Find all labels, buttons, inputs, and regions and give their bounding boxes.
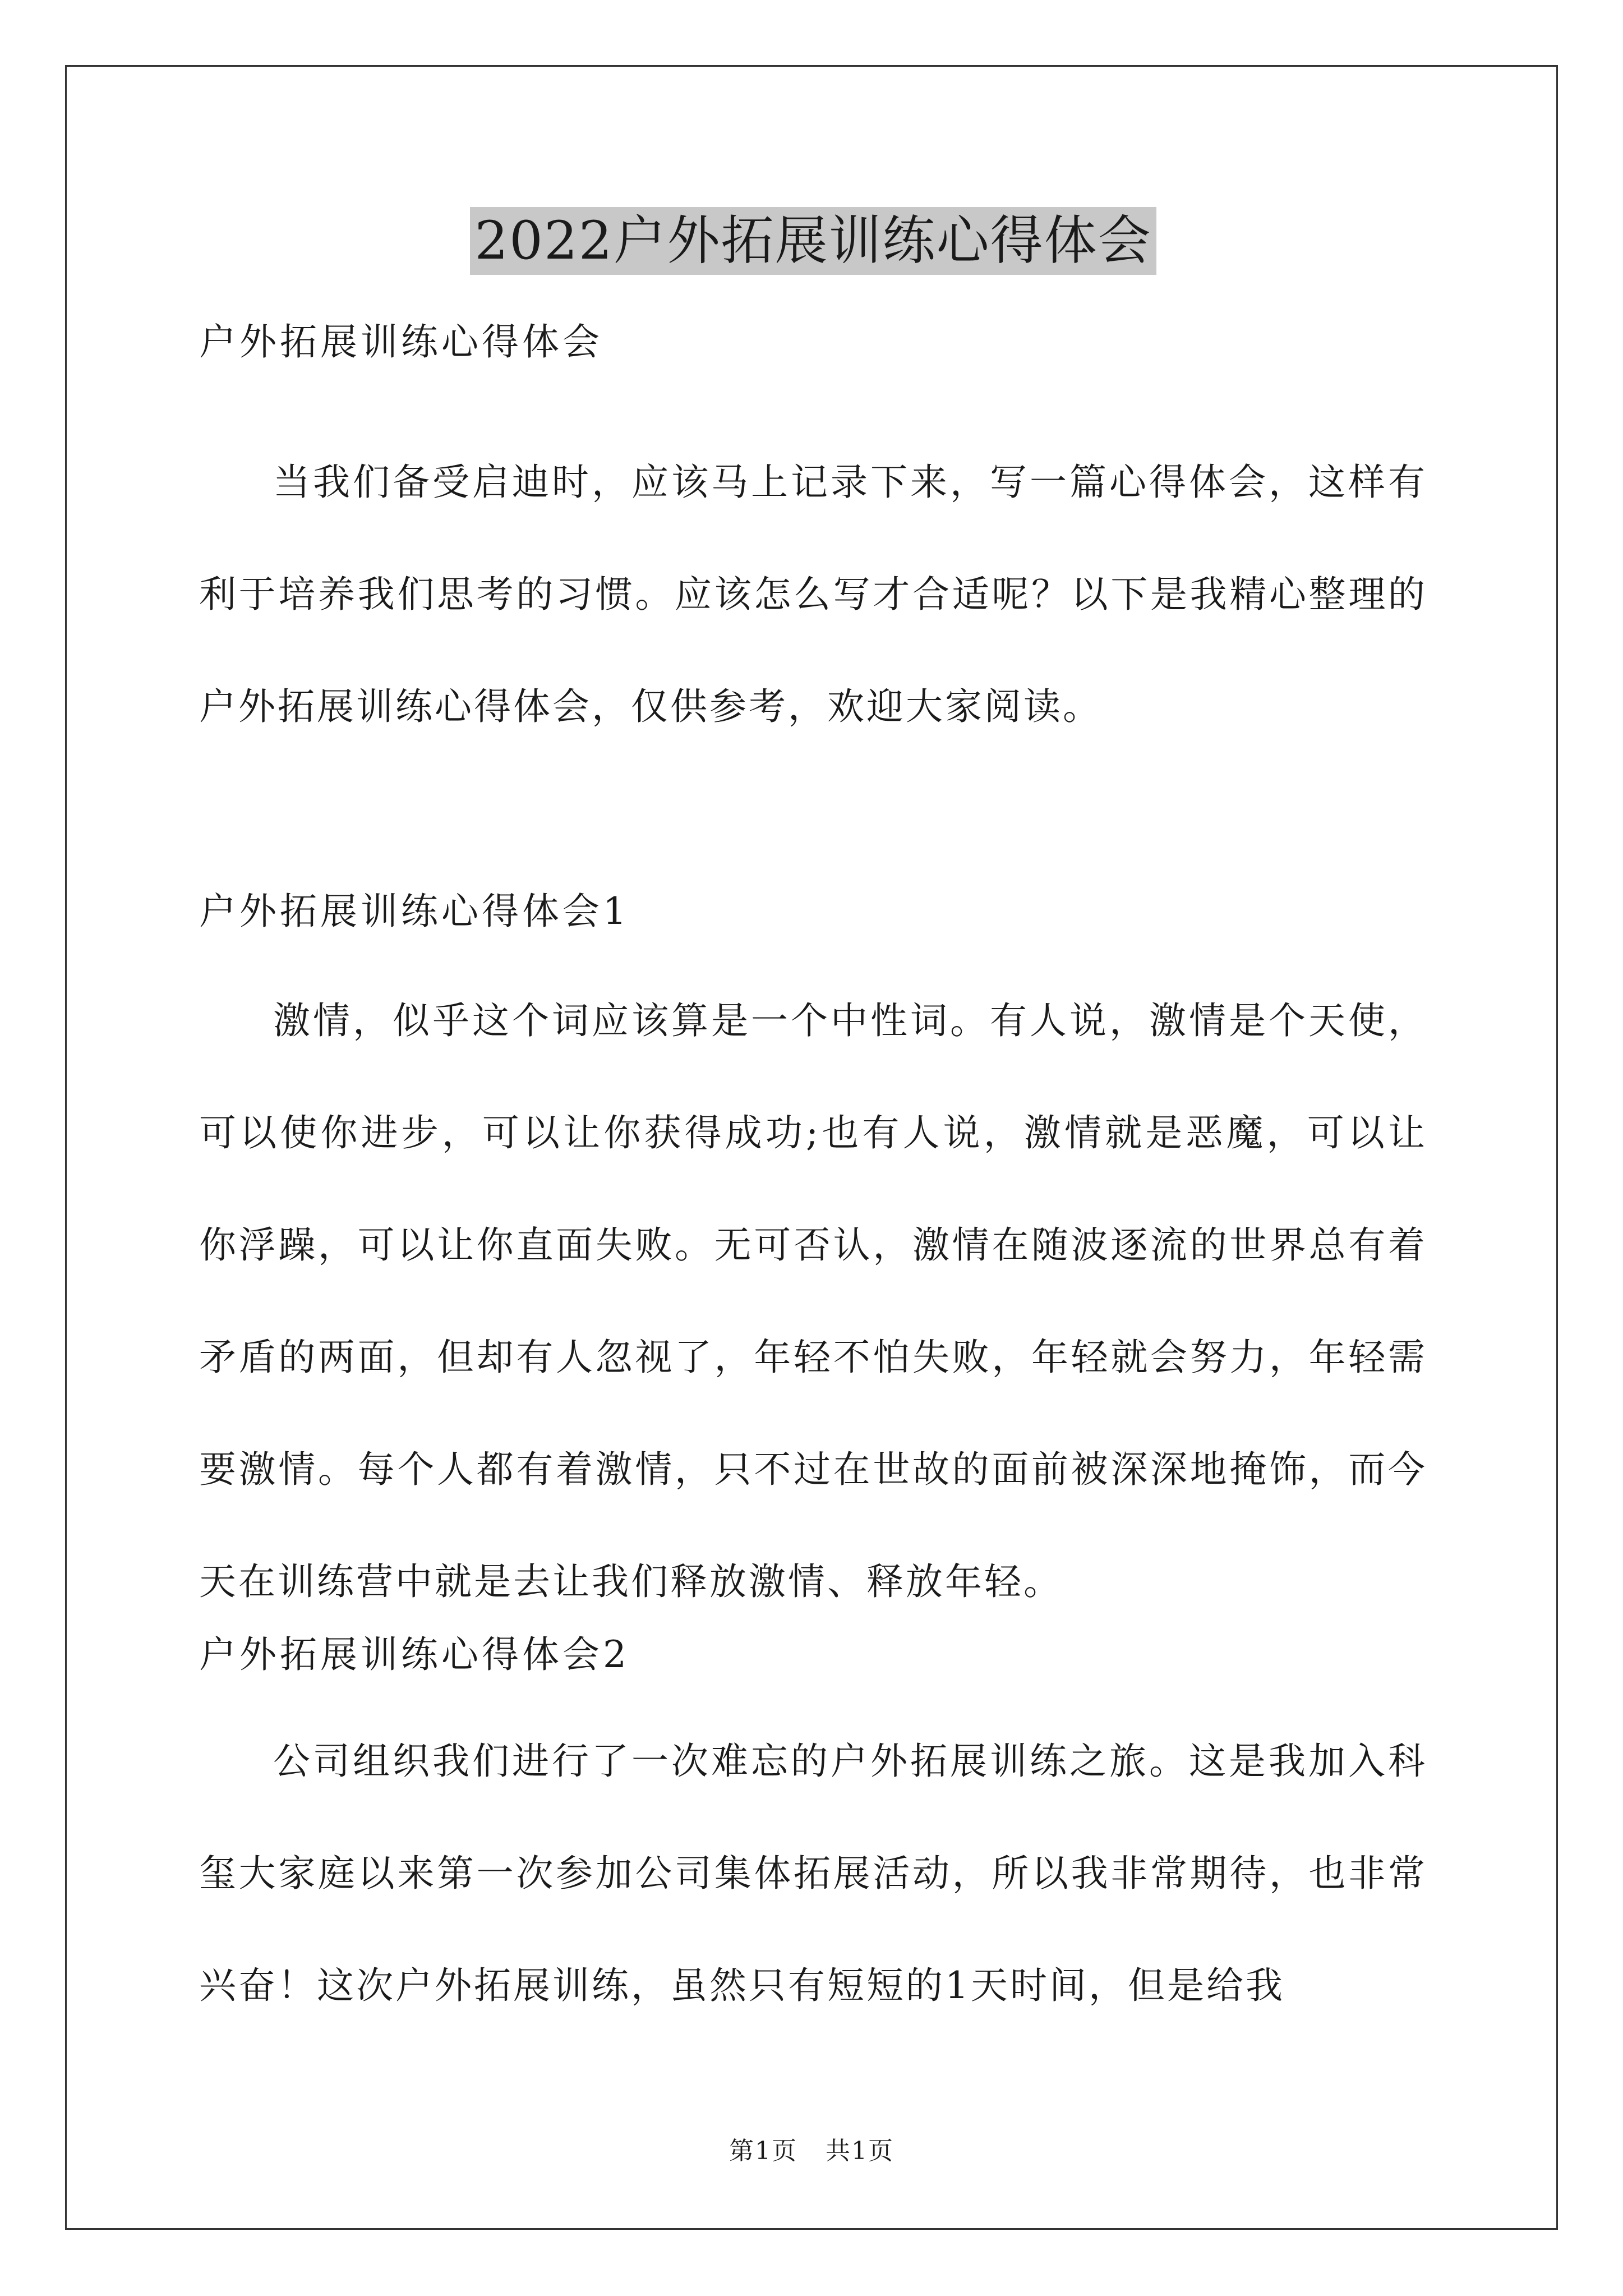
section-paragraph-1: 激情，似乎这个词应该算是一个中性词。有人说，激情是个天使，可以使你进步，可以让你获得成功;也有人说，激情就是恶魔，可以让你浮躁，可以让你直面失败。无可否认，激情在随波逐流的世界总有着矛盾的两面，但却有人忽视了，年轻不怕失败，年轻就会努力，年轻需要激情。每个人都有着激情，只不过在世故的面前被深深地掩饰，而今天在训练营中就是去让我们释放激情、释放年轻。 (199, 999, 1427, 1603)
document-title-text: 2022户外拓展训练心得体会 (470, 207, 1156, 275)
intro-paragraph: 当我们备受启迪时，应该马上记录下来，写一篇心得体会，这样有利于培养我们思考的习惯。应该怎么写才合适呢？以下是我精心整理的户外拓展训练心得体会，仅供参考，欢迎大家阅读。 (199, 461, 1427, 728)
section-heading-2: 户外拓展训练心得体会2 (199, 1633, 630, 1676)
page-total: 共1页 (826, 2137, 894, 2165)
page-number: 第1页 (729, 2137, 797, 2165)
document-subtitle: 户外拓展训练心得体会 (199, 320, 603, 364)
section-paragraph-2: 公司组织我们进行了一次难忘的户外拓展训练之旅。这是我加入科玺大家庭以来第一次参加公司集体拓展活动，所以我非常期待，也非常兴奋！这次户外拓展训练，虽然只有短短的1天时间，但是给我 (199, 1740, 1427, 2007)
page-footer (0, 2134, 1623, 2168)
document-title (199, 202, 1427, 280)
section-heading-1: 户外拓展训练心得体会1 (199, 890, 630, 933)
